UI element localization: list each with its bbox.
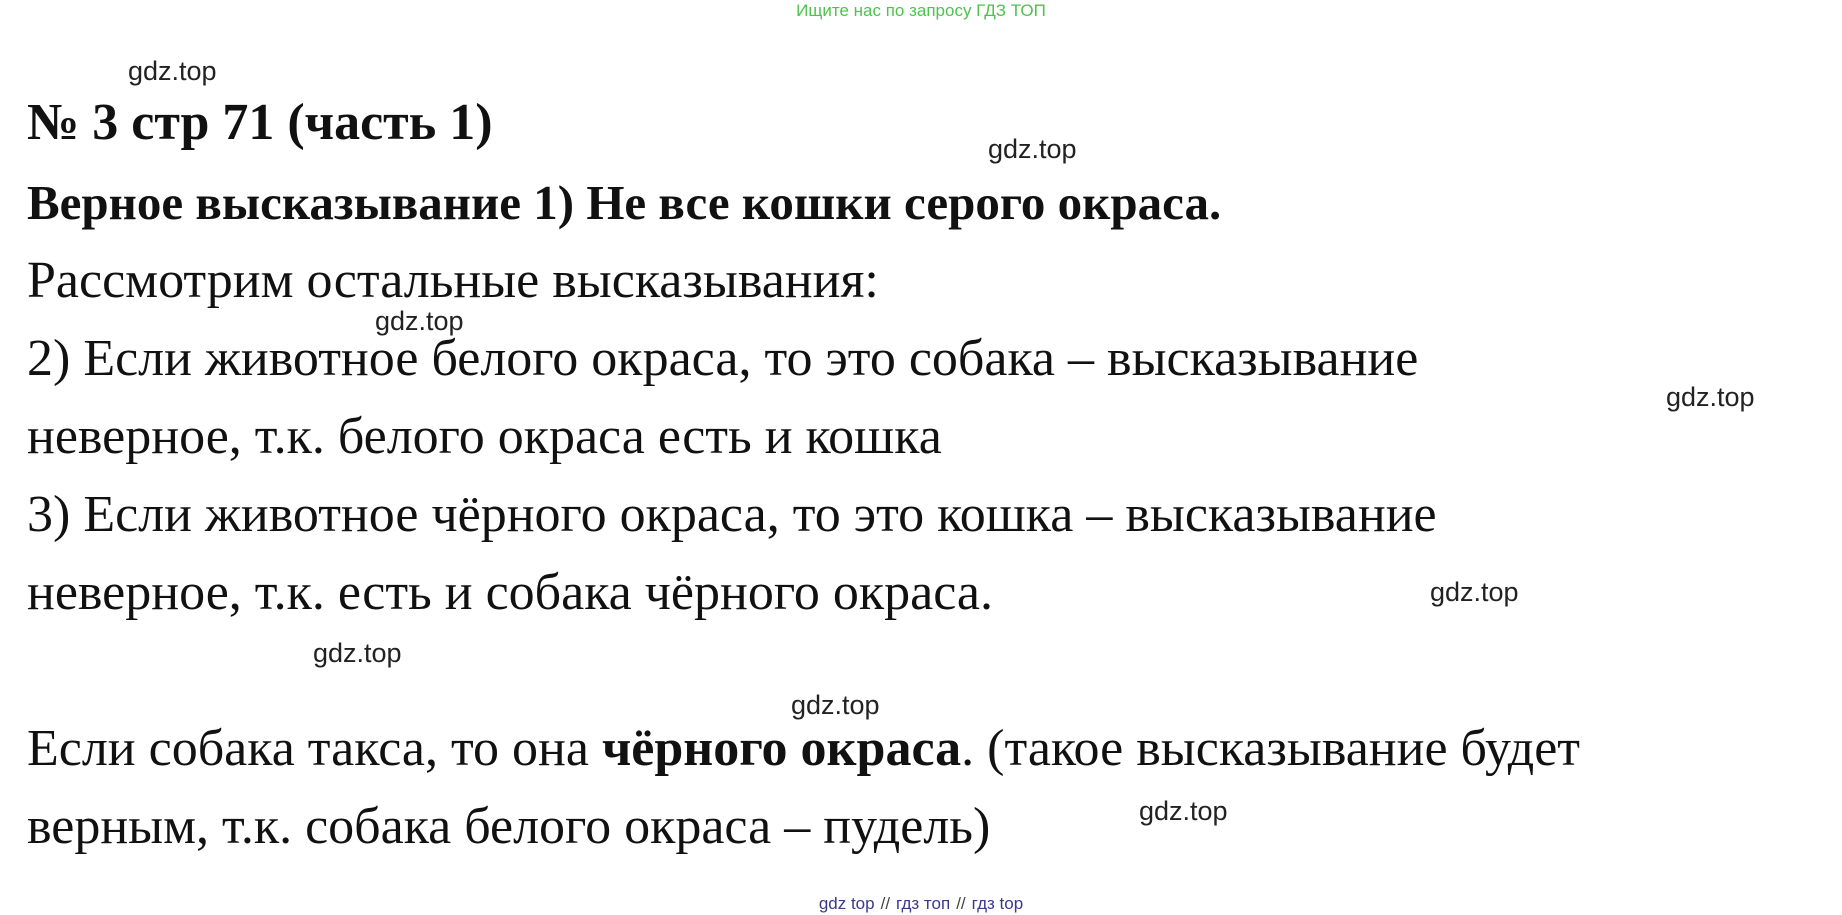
final-statement-line-1 bbox=[27, 719, 1580, 779]
footer-links bbox=[0, 893, 1842, 915]
correct-statement: Верное высказывание 1) Не все кошки серого окраса. bbox=[27, 175, 1222, 230]
watermark: gdz.top bbox=[1430, 577, 1519, 607]
footer-separator: // bbox=[880, 894, 891, 913]
watermark: gdz.top bbox=[313, 638, 402, 668]
watermark: gdz.top bbox=[128, 56, 217, 86]
final-statement-part-2: . (такое высказывание будет bbox=[961, 720, 1581, 777]
item-2-line-2: неверное, т.к. белого окраса есть и кошка bbox=[27, 408, 942, 465]
footer-link[interactable]: gdz top bbox=[818, 894, 875, 913]
watermark: gdz.top bbox=[1666, 382, 1755, 412]
item-2-line-1: 2) Если животное белого окраса, то это собака – высказывание bbox=[27, 330, 1419, 387]
final-statement-part-1: Если собака такса, то она bbox=[27, 720, 602, 777]
watermark: gdz.top bbox=[791, 690, 880, 720]
footer-link[interactable]: гдз топ bbox=[896, 894, 951, 913]
watermark: gdz.top bbox=[375, 306, 464, 336]
final-statement-line-2: верным, т.к. собака белого окраса – пудель) bbox=[27, 798, 991, 855]
search-hint: Ищите нас по запросу ГДЗ ТОП bbox=[796, 1, 1046, 20]
watermark: gdz.top bbox=[988, 134, 1077, 164]
item-3-line-1: 3) Если животное чёрного окраса, то это кошка – высказывание bbox=[27, 486, 1437, 543]
page-title: № 3 стр 71 (часть 1) bbox=[27, 94, 493, 151]
intro-text: Рассмотрим остальные высказывания: bbox=[27, 252, 879, 309]
watermark: gdz.top bbox=[1139, 796, 1228, 826]
footer-separator: // bbox=[956, 894, 966, 913]
final-statement-bold: чёрного окраса bbox=[601, 720, 962, 777]
footer-link[interactable]: гдз top bbox=[971, 894, 1024, 913]
item-3-line-2: неверное, т.к. есть и собака чёрного окраса. bbox=[27, 564, 993, 621]
